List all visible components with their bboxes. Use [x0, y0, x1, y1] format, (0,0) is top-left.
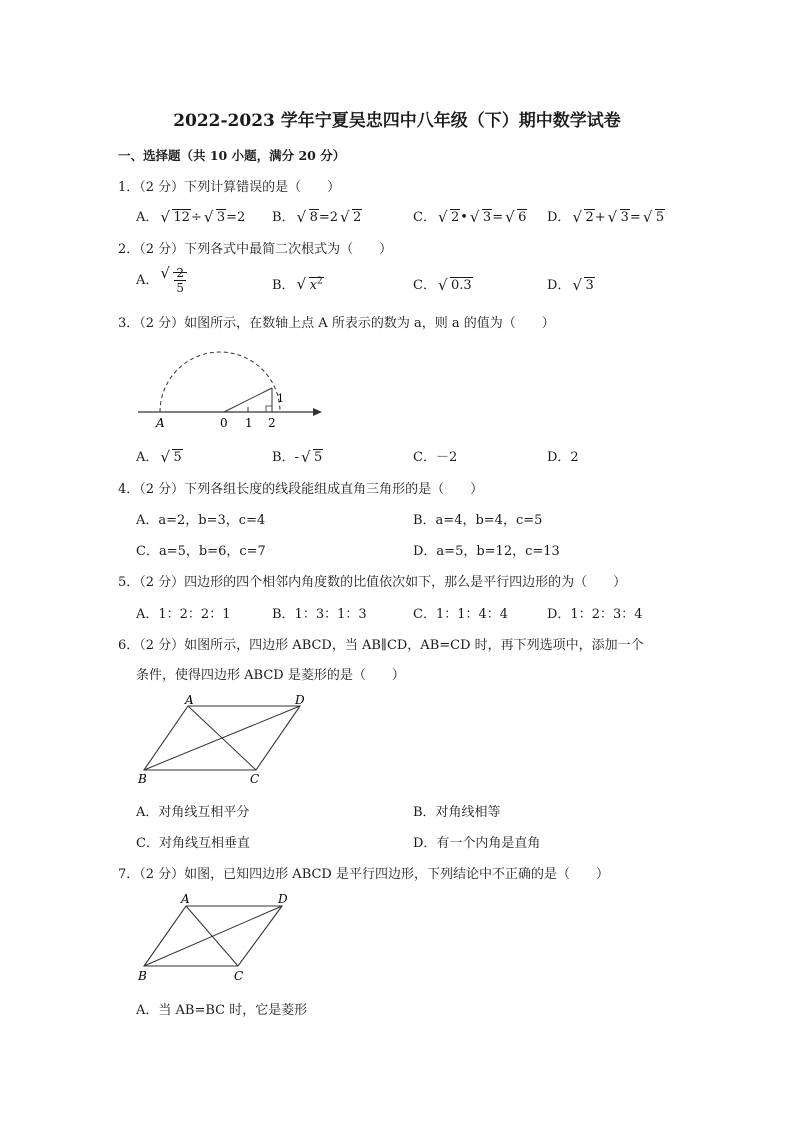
question-6-stem-continued: 条件，使得四边形 ABCD 是菱形的是（ ）	[136, 668, 405, 683]
dashed-arc	[160, 352, 280, 412]
question-6-option-c: C．对角线互相垂直	[136, 836, 250, 851]
question-5-option-b: B．1：3：1：3	[272, 607, 367, 622]
label-one: 1	[245, 416, 253, 430]
label-zero: 0	[220, 416, 228, 430]
label-two: 2	[268, 416, 276, 430]
question-5-stem: 5．（2 分）四边形的四个相邻内角度数的比值依次如下，那么是平行四边形的为（ ）	[118, 575, 627, 590]
question-2-option-d: D．√ 3	[547, 274, 595, 293]
question-1-option-b: B．√ 8=2√ 2	[272, 206, 362, 225]
question-5-option-a: A．1：2：2：1	[136, 607, 231, 622]
label-side: 1	[277, 392, 284, 405]
label-d: D	[278, 892, 288, 906]
question-2-option-b: B．√ $x^2$	[272, 274, 324, 293]
question-7-stem: 7．（2 分）如图，已知四边形 ABCD 是平行四边形，下列结论中不正确的是（ ）	[118, 867, 609, 882]
label-c: C	[234, 969, 244, 983]
parallelogram-figure-7	[136, 890, 292, 986]
question-2-stem: 2．（2 分）下列各式中最简二次根式为（ ）	[118, 242, 393, 257]
label-a: A	[185, 694, 194, 707]
question-6-option-b: B．对角线相等	[413, 805, 501, 820]
question-4-stem: 4．（2 分）下列各组长度的线段能组成直角三角形的是（ ）	[118, 482, 484, 497]
question-1-option-c: C．√ 2•√ 3=√ 6	[413, 206, 527, 225]
question-3-stem: 3．（2 分）如图所示，在数轴上点 A 所表示的数为 a，则 a 的值为（ ）	[118, 316, 555, 331]
diagonal-bd	[144, 706, 300, 770]
question-6-option-a: A．对角线互相平分	[136, 805, 250, 820]
label-d: D	[295, 694, 305, 707]
question-5-option-c: C．1：1：4：4	[413, 607, 509, 622]
number-line-figure	[136, 340, 326, 432]
label-c: C	[250, 772, 260, 786]
question-7-option-a: A．当 AB=BC 时，它是菱形	[136, 1003, 308, 1018]
parallelogram-figure-6	[136, 694, 312, 786]
question-4-option-d: D．a=5，b=12，c=13	[413, 544, 560, 559]
question-2-option-a: A． √ $\frac{2}{5}$	[136, 266, 187, 295]
question-4-option-c: C．a=5，b=6，c=7	[136, 544, 266, 559]
question-3-option-a: A．√ 5	[136, 446, 183, 465]
question-4-option-b: B．a=4，b=4，c=5	[413, 513, 543, 528]
label-a: A	[181, 892, 190, 906]
question-6-option-d: D．有一个内角是直角	[413, 836, 541, 851]
question-5-option-d: D．1：2：3：4	[547, 607, 643, 622]
section-heading: 一、选择题（共 10 小题，满分 20 分）	[118, 148, 346, 163]
page-title: 2022-2023 学年宁夏吴忠四中八年级（下）期中数学试卷	[173, 111, 621, 131]
question-3-option-b: B．-√ 5	[272, 446, 323, 465]
question-3-option-d: D．2	[547, 450, 579, 465]
label-b: B	[138, 969, 147, 983]
right-angle-mark	[266, 406, 272, 412]
question-1-option-a: A．√ 12÷√ 3=2	[136, 206, 245, 225]
question-2-option-c: C．√ 0.3	[413, 274, 473, 293]
label-a: A	[156, 416, 165, 430]
question-6-stem: 6．（2 分）如图所示，四边形 ABCD，当 AB∥CD，AB=CD 时，再下列选项中，添加一个	[118, 638, 644, 653]
question-4-option-a: A．a=2，b=3，c=4	[136, 513, 266, 528]
axis-arrow-icon	[313, 408, 322, 416]
question-3-option-c: C．－2	[413, 450, 458, 465]
label-b: B	[138, 772, 147, 786]
question-1-option-d: D．√ 2+√ 3=√ 5	[547, 206, 665, 225]
question-1-stem: 1．（2 分）下列计算错误的是（ ）	[118, 180, 341, 195]
